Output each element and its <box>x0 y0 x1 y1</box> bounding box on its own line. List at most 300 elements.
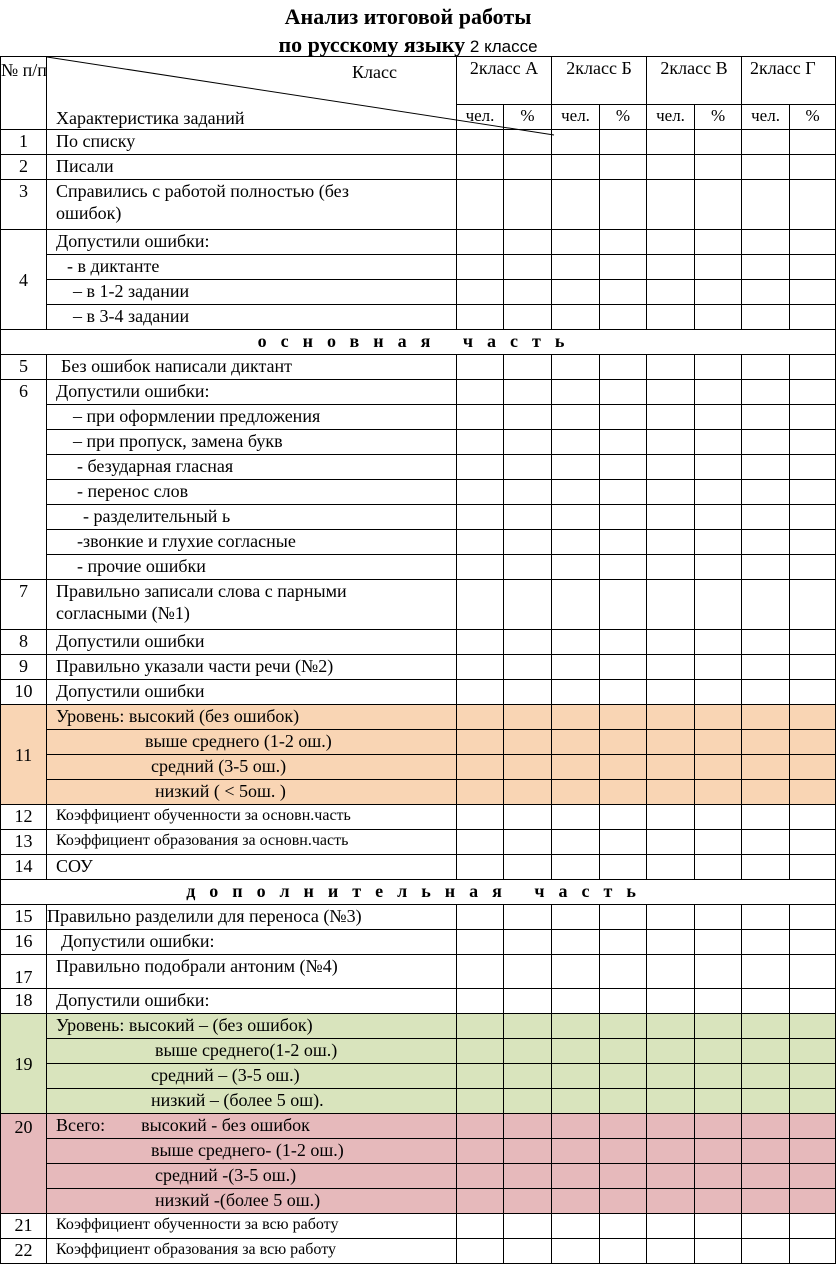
empty-cell <box>552 405 600 430</box>
empty-cell <box>695 230 742 255</box>
empty-cell <box>790 505 836 530</box>
empty-cell <box>552 555 600 580</box>
class-header-g: 2класс Г <box>742 57 836 105</box>
empty-cell <box>600 830 647 855</box>
empty-cell <box>600 989 647 1014</box>
empty-cell <box>552 530 600 555</box>
empty-cell <box>647 805 695 830</box>
empty-cell <box>790 1214 836 1239</box>
empty-cell <box>790 655 836 680</box>
table-cell: Правильно подобрали антоним (№4) <box>47 955 457 989</box>
empty-cell <box>552 930 600 955</box>
empty-cell <box>552 955 600 989</box>
empty-cell <box>457 380 504 405</box>
empty-cell <box>457 1064 504 1089</box>
table-cell: - перенос слов <box>47 480 457 505</box>
empty-cell <box>600 730 647 755</box>
empty-cell <box>742 430 790 455</box>
table-row <box>1 780 836 805</box>
empty-cell <box>504 530 552 555</box>
table-cell: 15 <box>1 905 47 930</box>
empty-cell <box>457 905 504 930</box>
table-row <box>1 530 836 555</box>
table-row <box>1 255 836 280</box>
empty-cell <box>647 180 695 230</box>
table-row <box>1 1239 836 1264</box>
empty-cell <box>504 1189 552 1214</box>
table-row <box>1 905 836 930</box>
empty-cell <box>600 1114 647 1139</box>
empty-cell <box>742 905 790 930</box>
empty-cell <box>790 1014 836 1039</box>
empty-cell <box>504 255 552 280</box>
empty-cell <box>647 505 695 530</box>
empty-cell <box>742 280 790 305</box>
class-header-v: 2класс В <box>647 57 742 105</box>
empty-cell <box>504 855 552 880</box>
empty-cell <box>647 1114 695 1139</box>
table-cell: низкий – (более 5 ош). <box>47 1089 457 1114</box>
empty-cell <box>552 730 600 755</box>
empty-cell <box>600 630 647 655</box>
empty-cell <box>695 1014 742 1039</box>
table-row <box>1 1164 836 1189</box>
sub-percent: % <box>695 105 742 130</box>
empty-cell <box>790 480 836 505</box>
empty-cell <box>695 1189 742 1214</box>
table-cell: средний -(3-5 ош.) <box>47 1164 457 1189</box>
table-cell: низкий ( < 5ош. ) <box>47 780 457 805</box>
empty-cell <box>600 355 647 380</box>
empty-cell <box>600 430 647 455</box>
empty-cell <box>647 655 695 680</box>
table-cell: 3 <box>1 180 47 230</box>
empty-cell <box>552 580 600 630</box>
empty-cell <box>600 1189 647 1214</box>
empty-cell <box>742 455 790 480</box>
table-cell: 6 <box>1 380 47 580</box>
empty-cell <box>695 455 742 480</box>
empty-cell <box>647 1139 695 1164</box>
empty-cell <box>695 405 742 430</box>
table-row <box>1 855 836 880</box>
empty-cell <box>600 805 647 830</box>
empty-cell <box>695 730 742 755</box>
empty-cell <box>647 830 695 855</box>
char-label: Характеристика заданий <box>56 108 245 128</box>
empty-cell <box>552 430 600 455</box>
empty-cell <box>457 580 504 630</box>
empty-cell <box>457 780 504 805</box>
empty-cell <box>504 1039 552 1064</box>
empty-cell <box>790 280 836 305</box>
empty-cell <box>504 755 552 780</box>
table-cell: – при пропуск, замена букв <box>47 430 457 455</box>
table-row <box>1 1064 836 1089</box>
empty-cell <box>790 530 836 555</box>
empty-cell <box>457 555 504 580</box>
empty-cell <box>790 855 836 880</box>
empty-cell <box>552 989 600 1014</box>
empty-cell <box>600 655 647 680</box>
empty-cell <box>647 305 695 330</box>
empty-cell <box>742 255 790 280</box>
empty-cell <box>790 380 836 405</box>
table-cell: 9 <box>1 655 47 680</box>
empty-cell <box>600 905 647 930</box>
empty-cell <box>742 180 790 230</box>
empty-cell <box>647 930 695 955</box>
empty-cell <box>695 705 742 730</box>
empty-cell <box>600 405 647 430</box>
table-cell: 2 <box>1 155 47 180</box>
table-cell: Уровень: высокий (без ошибок) <box>47 705 457 730</box>
empty-cell <box>552 1164 600 1189</box>
empty-cell <box>790 305 836 330</box>
table-cell: 18 <box>1 989 47 1014</box>
empty-cell <box>457 255 504 280</box>
empty-cell <box>504 505 552 530</box>
empty-cell <box>695 530 742 555</box>
empty-cell <box>790 989 836 1014</box>
table-row <box>1 405 836 430</box>
table-cell: 14 <box>1 855 47 880</box>
empty-cell <box>790 455 836 480</box>
empty-cell <box>742 1014 790 1039</box>
empty-cell <box>504 155 552 180</box>
empty-cell <box>647 855 695 880</box>
empty-cell <box>552 1089 600 1114</box>
empty-cell <box>647 680 695 705</box>
empty-cell <box>695 805 742 830</box>
empty-cell <box>742 930 790 955</box>
empty-cell <box>504 455 552 480</box>
table-cell: Правильно указали части речи (№2) <box>47 655 457 680</box>
empty-cell <box>695 780 742 805</box>
empty-cell <box>552 505 600 530</box>
empty-cell <box>600 955 647 989</box>
table-row <box>1 180 836 230</box>
table-cell: средний (3-5 ош.) <box>47 755 457 780</box>
empty-cell <box>552 805 600 830</box>
table-cell: выше среднего(1-2 ош.) <box>47 1039 457 1064</box>
sub-percent: % <box>504 105 552 130</box>
empty-cell <box>695 1164 742 1189</box>
empty-cell <box>600 455 647 480</box>
table-cell: Допустили ошибки <box>47 680 457 705</box>
empty-cell <box>457 1214 504 1239</box>
empty-cell <box>742 305 790 330</box>
empty-cell <box>457 1039 504 1064</box>
empty-cell <box>742 580 790 630</box>
empty-cell <box>647 1014 695 1039</box>
empty-cell <box>695 955 742 989</box>
empty-cell <box>600 380 647 405</box>
table-row <box>1 580 836 630</box>
table-cell: - разделительный ь <box>47 505 457 530</box>
table-cell: выше среднего- (1-2 ош.) <box>47 1139 457 1164</box>
table-cell: -звонкие и глухие согласные <box>47 530 457 555</box>
empty-cell <box>600 580 647 630</box>
empty-cell <box>790 955 836 989</box>
sub-people: чел. <box>457 105 504 130</box>
empty-cell <box>647 1089 695 1114</box>
empty-cell <box>647 230 695 255</box>
table-cell: 8 <box>1 630 47 655</box>
empty-cell <box>647 405 695 430</box>
table-row <box>1 730 836 755</box>
class-header-b: 2класс Б <box>552 57 647 105</box>
empty-cell <box>457 355 504 380</box>
class-header-a: 2класс А <box>457 57 552 105</box>
empty-cell <box>647 1039 695 1064</box>
empty-cell <box>552 1064 600 1089</box>
table-cell: 1 <box>1 130 47 155</box>
empty-cell <box>504 430 552 455</box>
empty-cell <box>504 955 552 989</box>
empty-cell <box>552 1039 600 1064</box>
sub-people: чел. <box>742 105 790 130</box>
col-num-header: № п/п <box>1 57 47 130</box>
doc-subtitle: по русскому языку 2 классе <box>278 32 538 57</box>
empty-cell <box>600 1239 647 1264</box>
table-row <box>1 380 836 405</box>
empty-cell: Всего: высокий - без ошибок <box>47 1114 457 1139</box>
empty-cell <box>552 230 600 255</box>
empty-cell <box>742 1239 790 1264</box>
empty-cell <box>790 405 836 430</box>
empty-cell <box>600 555 647 580</box>
empty-cell <box>457 230 504 255</box>
empty-cell <box>504 480 552 505</box>
empty-cell <box>600 855 647 880</box>
empty-cell <box>504 280 552 305</box>
table-cell: 16 <box>1 930 47 955</box>
empty-cell <box>504 1064 552 1089</box>
empty-cell <box>600 155 647 180</box>
empty-cell <box>647 905 695 930</box>
table-cell: дополнительная часть <box>1 880 836 905</box>
empty-cell <box>695 1089 742 1114</box>
empty-cell <box>742 1039 790 1064</box>
empty-cell <box>790 930 836 955</box>
empty-cell <box>457 505 504 530</box>
table-row <box>1 355 836 380</box>
empty-cell <box>695 130 742 155</box>
empty-cell <box>600 255 647 280</box>
empty-cell <box>695 305 742 330</box>
empty-cell <box>695 1139 742 1164</box>
empty-cell <box>504 989 552 1014</box>
table-cell: выше среднего (1-2 ош.) <box>47 730 457 755</box>
table-cell: Правильно разделили для переноса (№3) <box>47 905 457 930</box>
empty-cell <box>742 230 790 255</box>
empty-cell <box>647 1064 695 1089</box>
empty-cell <box>552 630 600 655</box>
empty-cell <box>695 1039 742 1064</box>
empty-cell <box>457 705 504 730</box>
table-row <box>1 1039 836 1064</box>
empty-cell <box>647 705 695 730</box>
empty-cell <box>600 780 647 805</box>
table-cell: 17 <box>1 955 47 989</box>
empty-cell <box>695 930 742 955</box>
table-cell: 21 <box>1 1214 47 1239</box>
empty-cell <box>695 480 742 505</box>
empty-cell <box>600 1164 647 1189</box>
empty-cell <box>742 380 790 405</box>
empty-cell <box>742 1114 790 1139</box>
table-cell: Коэффициент образования за всю работу <box>47 1239 457 1264</box>
table-cell: 20 <box>1 1114 47 1214</box>
empty-cell <box>600 680 647 705</box>
empty-cell <box>695 855 742 880</box>
empty-cell <box>790 1239 836 1264</box>
empty-cell <box>790 1189 836 1214</box>
empty-cell <box>790 430 836 455</box>
empty-cell <box>742 530 790 555</box>
table-row <box>1 955 836 989</box>
empty-cell <box>600 930 647 955</box>
empty-cell <box>695 830 742 855</box>
table-cell: 19 <box>1 1014 47 1114</box>
empty-cell <box>695 505 742 530</box>
empty-cell <box>504 730 552 755</box>
empty-cell <box>552 480 600 505</box>
empty-cell <box>552 755 600 780</box>
empty-cell <box>695 989 742 1014</box>
empty-cell <box>552 455 600 480</box>
empty-cell <box>790 630 836 655</box>
table-cell: Коэффициент обученности за всю работу <box>47 1214 457 1239</box>
table-cell: - безударная гласная <box>47 455 457 480</box>
table-row <box>1 230 836 255</box>
empty-cell <box>790 155 836 180</box>
empty-cell <box>695 555 742 580</box>
empty-cell <box>790 830 836 855</box>
empty-cell <box>600 305 647 330</box>
empty-cell <box>457 430 504 455</box>
empty-cell <box>742 130 790 155</box>
table-row <box>1 1089 836 1114</box>
table-cell: Уровень: высокий – (без ошибок) <box>47 1014 457 1039</box>
empty-cell <box>647 989 695 1014</box>
empty-cell <box>504 1139 552 1164</box>
sub-people: чел. <box>647 105 695 130</box>
table-cell: - в диктанте <box>47 255 457 280</box>
empty-cell <box>742 1189 790 1214</box>
empty-cell <box>742 680 790 705</box>
empty-cell <box>647 730 695 755</box>
section-header-extra <box>1 880 836 905</box>
table-cell: 11 <box>1 705 47 805</box>
table-cell: Справились с работой полностью (без ошибок) <box>47 180 457 230</box>
empty-cell <box>457 805 504 830</box>
empty-cell <box>552 380 600 405</box>
class-label: Класс <box>352 62 397 82</box>
empty-cell <box>457 655 504 680</box>
empty-cell <box>457 630 504 655</box>
table-row <box>1 1139 836 1164</box>
table-cell: 22 <box>1 1239 47 1264</box>
empty-cell <box>742 1139 790 1164</box>
table-cell: Допустили ошибки: <box>47 230 457 255</box>
empty-cell <box>742 355 790 380</box>
empty-cell <box>504 180 552 230</box>
empty-cell <box>647 955 695 989</box>
empty-cell <box>647 630 695 655</box>
table-cell: Допустили ошибки <box>47 630 457 655</box>
empty-cell <box>552 905 600 930</box>
empty-cell <box>695 755 742 780</box>
empty-cell <box>600 705 647 730</box>
empty-cell <box>647 130 695 155</box>
empty-cell <box>457 1139 504 1164</box>
empty-cell <box>695 180 742 230</box>
empty-cell <box>600 1139 647 1164</box>
table-cell: Писали <box>47 155 457 180</box>
table-row <box>1 280 836 305</box>
empty-cell <box>695 355 742 380</box>
table-cell: 5 <box>1 355 47 380</box>
empty-cell <box>504 805 552 830</box>
empty-cell <box>790 180 836 230</box>
empty-cell <box>790 905 836 930</box>
empty-cell <box>457 989 504 1014</box>
empty-cell <box>647 580 695 630</box>
empty-cell <box>695 155 742 180</box>
empty-cell <box>742 855 790 880</box>
empty-cell <box>742 630 790 655</box>
table-cell: Правильно записали слова с парными согласными (№1) <box>47 580 457 630</box>
empty-cell <box>790 730 836 755</box>
empty-cell <box>790 1114 836 1139</box>
empty-cell <box>790 805 836 830</box>
empty-cell <box>504 380 552 405</box>
empty-cell <box>600 505 647 530</box>
empty-cell <box>695 430 742 455</box>
empty-cell <box>695 655 742 680</box>
empty-cell <box>742 405 790 430</box>
empty-cell <box>647 1189 695 1214</box>
empty-cell <box>695 1114 742 1139</box>
table-row <box>1 680 836 705</box>
table-cell: По списку <box>47 130 457 155</box>
table-cell: Допустили ошибки: <box>47 930 457 955</box>
sub-percent: % <box>600 105 647 130</box>
empty-cell <box>647 280 695 305</box>
empty-cell <box>600 280 647 305</box>
empty-cell <box>457 480 504 505</box>
table-row <box>1 555 836 580</box>
empty-cell <box>742 989 790 1014</box>
empty-cell <box>504 1014 552 1039</box>
table-row <box>1 155 836 180</box>
sub-percent: % <box>790 105 836 130</box>
empty-cell <box>647 530 695 555</box>
empty-cell <box>742 480 790 505</box>
empty-cell <box>457 530 504 555</box>
empty-cell <box>457 405 504 430</box>
empty-cell <box>790 230 836 255</box>
empty-cell <box>695 1064 742 1089</box>
empty-cell <box>742 1214 790 1239</box>
empty-cell <box>790 255 836 280</box>
empty-cell <box>790 755 836 780</box>
table-row <box>1 305 836 330</box>
empty-cell <box>742 955 790 989</box>
empty-cell <box>552 705 600 730</box>
